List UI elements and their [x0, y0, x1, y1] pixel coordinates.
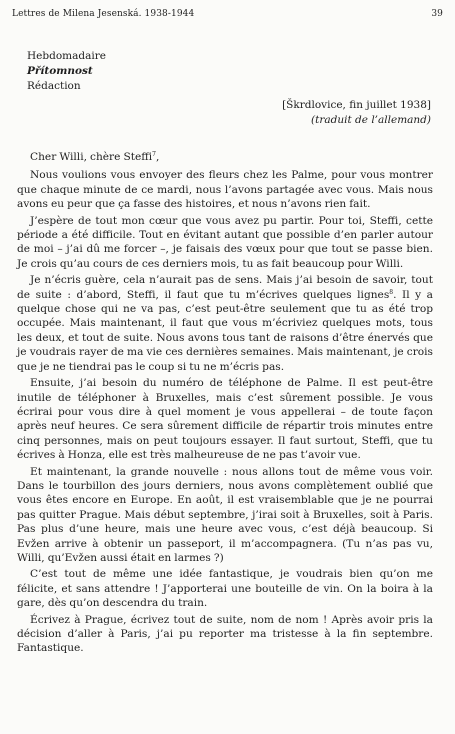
- addressee-line-3: Rédaction: [27, 80, 81, 92]
- paragraph-7: Écrivez à Prague, écrivez tout de suite, nom de nom ! Après avoir pris la décision d’aller à Paris, j’ai pu reporter ma tristesse à la fin septembre. Fantastique.: [17, 613, 433, 655]
- publication-name: Přítomnost: [27, 65, 93, 77]
- letter-body: [17, 150, 433, 658]
- addressee-line-1: Hebdomadaire: [27, 50, 106, 62]
- paragraph-6: C’est tout de même une idée fantastique, je voudrais bien qu’on me félicite, et sans attendre ! J’apporterai une bouteille de vin. On la boira à la gare, dès qu’on descendra du train.: [17, 568, 433, 610]
- salutation: [17, 150, 433, 164]
- paragraph-2: J’espère de tout mon cœur que vous avez pu partir. Pour toi, Steffi, cette période a été difficile. Tout en évitant autant que possible d’en parler autour de moi – j’ai dû me forcer –, je faisais des vœux pour que tout se passe bien. Je crois qu’au cours de ces derniers mois, tu as fait beaucoup pour Willi.: [17, 214, 433, 270]
- paragraph-3-part-b: . Il y a quelque chose qui ne va pas, c’est peut-être seulement que tu as été trop occupée. Mais maintenant, il faut que vous m’écriviez quelques mots, tous les deux, et tout de suite. Nous avons tous tant de raisons d’être énervés que je voudrais rayer de ma vie ces dernières semaines. Mais maintenant, je crois que je ne tiendrai pas le coup si tu ne m’écris pas.: [17, 288, 433, 373]
- salutation-end: ,: [155, 151, 160, 163]
- dateline: [282, 98, 431, 128]
- running-head-title: Lettres de Milena Jesenská. 1938-1944: [12, 9, 195, 19]
- paragraph-4: Ensuite, j’ai besoin du numéro de téléphone de Palme. Il est peut-être inutile de téléphoner à Bruxelles, mais c’est sûrement possible. Je vous écrirai pour vous dire à quel moment je vous appellerai – de toute façon après neuf heures. Ce sera sûrement difficile de répartir trois minutes entre cinq personnes, mais on peut toujours essayer. Il faut surtout, Steffi, que tu écrives à Honza, elle est très malheureuse de ne pas t’avoir vue.: [17, 377, 433, 462]
- place-date: [Škrdlovice, fin juillet 1938]: [282, 99, 431, 111]
- footnote-ref-8: 8: [389, 288, 394, 296]
- paragraph-1: Nous voulions vous envoyer des fleurs chez les Palme, pour vous montrer que chaque minute de ce mardi, nous l’avons partagée avec vous. Mais nous avons eu peur que ça fasse des histoires, et nous n’avons rien fait.: [17, 169, 433, 211]
- translation-note: (traduit de l’allemand): [311, 114, 431, 126]
- footnote-ref-7: 7: [152, 151, 156, 158]
- running-head: [12, 9, 443, 19]
- page-number: 39: [431, 9, 443, 19]
- paragraph-5: Et maintenant, la grande nouvelle : nous allons tout de même vous voir. Dans le tourbillon des jours derniers, nous avons complètement oublié que vous êtes encore en Europe. En août, il est vraisemblable que je ne pourrai pas quitter Prague. Mais début septembre, j’irai soit à Bruxelles, soit à Paris. Pas plus d’une heure, mais une heure avec vous, c’est déjà beaucoup. Si Evžen arrive à obtenir un passeport, il m’accompagnera. (Tu n’as pas vu, Willi, qu’Evžen aussi était en larmes ?): [17, 465, 433, 564]
- paragraph-3-part-a: Je n’écris guère, cela n’aurait pas de sens. Mais j’ai besoin de savoir, tout de suite : d’abord, Steffi, il faut que tu m’écrives quelques lignes: [17, 274, 433, 301]
- addressee-block: [27, 49, 106, 94]
- paragraph-3: [17, 273, 433, 374]
- salutation-text: Cher Willi, chère Steffi: [30, 151, 153, 163]
